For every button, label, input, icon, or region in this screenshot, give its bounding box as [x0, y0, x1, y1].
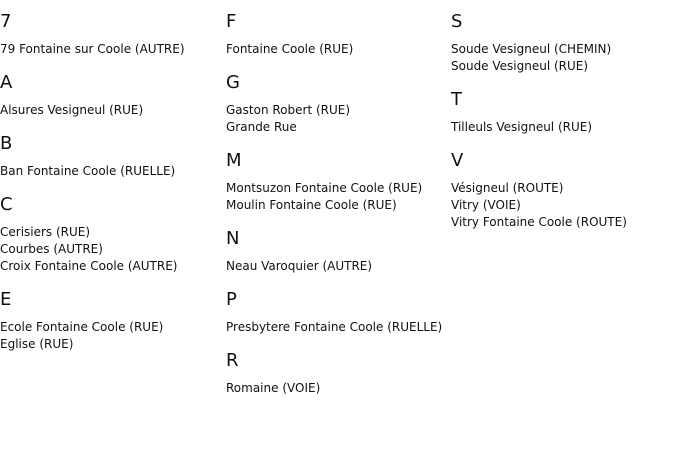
street-list [451, 119, 671, 136]
street-list-item[interactable]: Vésigneul (ROUTE) [451, 181, 564, 195]
letter-heading: 7 [0, 11, 12, 32]
letter-heading: R [226, 350, 239, 371]
letter-heading: C [0, 194, 13, 215]
letter-group [226, 349, 446, 397]
street-list-item[interactable]: Neau Varoquier (AUTRE) [226, 259, 373, 273]
letter-group [226, 288, 446, 336]
letter-heading: M [226, 150, 242, 171]
street-list-item[interactable]: Romaine (VOIE) [226, 381, 321, 395]
letter-heading: F [226, 11, 237, 32]
street-list [0, 41, 222, 58]
street-list-item[interactable]: Moulin Fontaine Coole (RUE) [226, 198, 397, 212]
street-list-item[interactable]: Cerisiers (RUE) [0, 225, 91, 239]
letter-heading: E [0, 289, 12, 310]
letter-heading: T [451, 89, 462, 110]
letter-heading: V [451, 150, 464, 171]
street-list-item[interactable]: Fontaine Coole (RUE) [226, 42, 354, 56]
letter-group [451, 10, 671, 75]
letter-group [451, 88, 671, 136]
letter-group [0, 132, 222, 180]
street-list-item[interactable]: Soude Vesigneul (RUE) [451, 59, 589, 73]
street-list [226, 380, 446, 397]
street-list [0, 163, 222, 180]
street-list-item[interactable]: Vitry (VOIE) [451, 198, 521, 212]
street-list [451, 41, 671, 75]
street-index-column-3 [451, 0, 671, 244]
street-list [0, 224, 222, 275]
street-list-item[interactable]: Alsures Vesigneul (RUE) [0, 103, 144, 117]
letter-heading: P [226, 289, 237, 310]
street-list [226, 102, 446, 136]
street-list-item[interactable]: 79 Fontaine sur Coole (AUTRE) [0, 42, 185, 56]
letter-heading: S [451, 11, 463, 32]
street-list-item[interactable]: Gaston Robert (RUE) [226, 103, 351, 117]
street-list [226, 258, 446, 275]
street-list-item[interactable]: Eglise (RUE) [0, 337, 74, 351]
letter-group [226, 10, 446, 58]
letter-group [451, 149, 671, 231]
street-list-item[interactable]: Presbytere Fontaine Coole (RUELLE) [226, 320, 443, 334]
street-index-column-2 [226, 0, 446, 410]
street-list [0, 319, 222, 353]
letter-group [226, 227, 446, 275]
street-list [226, 319, 446, 336]
letter-heading: G [226, 72, 240, 93]
street-list-item[interactable]: Vitry Fontaine Coole (ROUTE) [451, 215, 627, 229]
letter-group [0, 10, 222, 58]
letter-heading: A [0, 72, 13, 93]
street-list-item[interactable]: Croix Fontaine Coole (AUTRE) [0, 259, 178, 273]
letter-group [0, 193, 222, 275]
street-list-item[interactable]: Soude Vesigneul (CHEMIN) [451, 42, 612, 56]
letter-group [226, 71, 446, 136]
street-list [451, 180, 671, 231]
street-list-item[interactable]: Ecole Fontaine Coole (RUE) [0, 320, 164, 334]
letter-heading: B [0, 133, 13, 154]
letter-group [0, 71, 222, 119]
street-list-item[interactable]: Grande Rue [226, 120, 297, 134]
street-list [226, 180, 446, 214]
street-list-item[interactable]: Ban Fontaine Coole (RUELLE) [0, 164, 176, 178]
street-list-item[interactable]: Montsuzon Fontaine Coole (RUE) [226, 181, 423, 195]
street-list [0, 102, 222, 119]
street-list-item[interactable]: Tilleuls Vesigneul (RUE) [451, 120, 593, 134]
street-index-column-1 [0, 0, 222, 366]
street-list [226, 41, 446, 58]
letter-heading: N [226, 228, 240, 249]
street-list-item[interactable]: Courbes (AUTRE) [0, 242, 103, 256]
letter-group [0, 288, 222, 353]
letter-group [226, 149, 446, 214]
